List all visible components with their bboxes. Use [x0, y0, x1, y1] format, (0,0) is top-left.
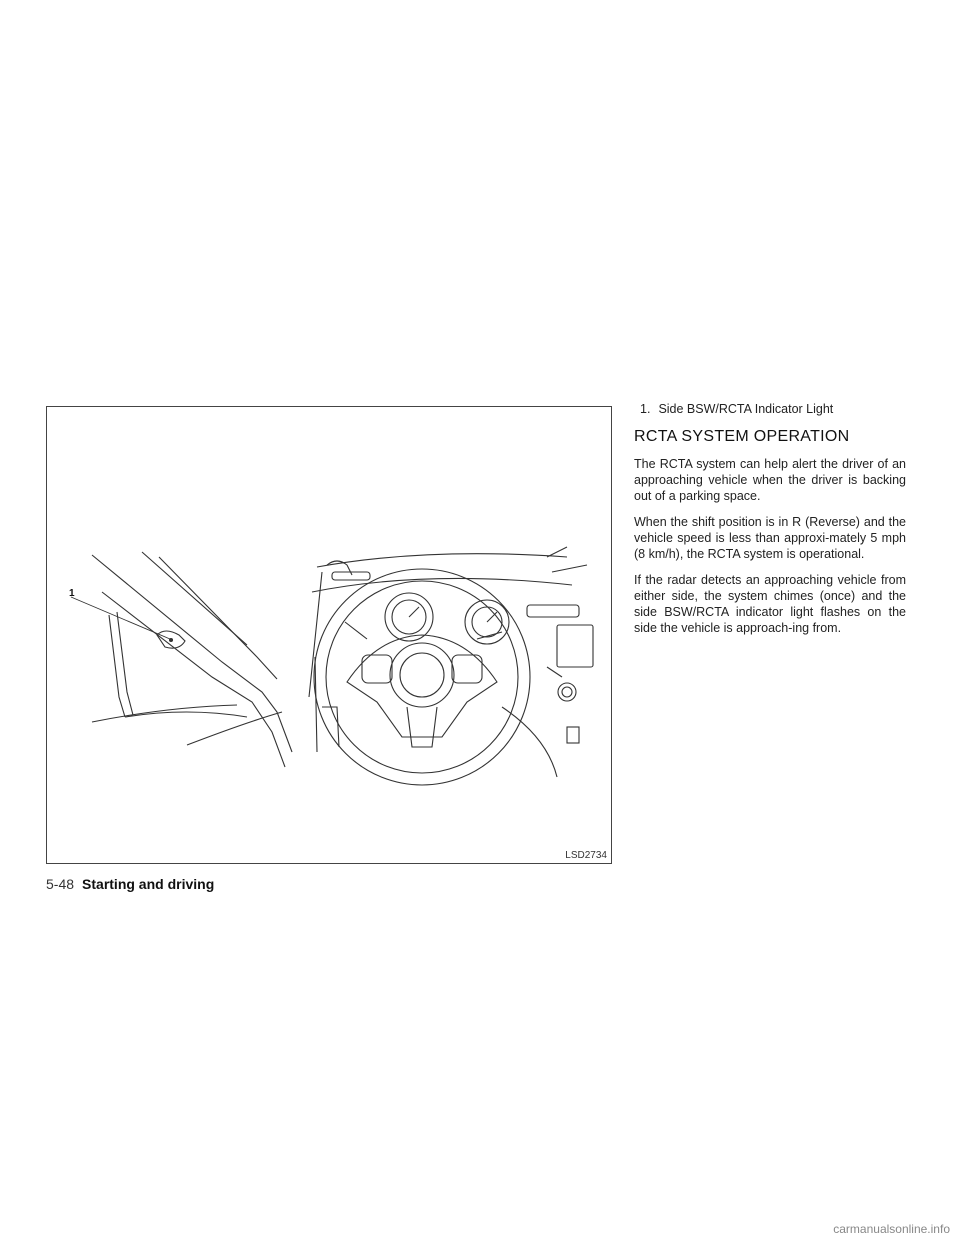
figure-id: LSD2734: [565, 850, 607, 861]
footer-section-name: Starting and driving: [82, 876, 215, 892]
legend-text: Side BSW/RCTA Indicator Light: [658, 402, 834, 416]
paragraph-1: The RCTA system can help alert the driver of an approaching vehicle when the driver is backing out of a parking space.: [634, 457, 906, 503]
watermark-link[interactable]: carmanualsonline.info: [833, 1222, 950, 1236]
paragraph-2: When the shift position is in R (Reverse) and the vehicle speed is less than approxi-mately 5 mph (8 km/h), the RCTA system is operational.: [634, 515, 906, 561]
a-pillar-drawing: [71, 552, 292, 767]
callout-leader-line: [71, 597, 170, 639]
page-number: 5-48: [46, 876, 75, 892]
steering-wheel-drawing: [309, 547, 593, 785]
section-title: RCTA SYSTEM OPERATION: [634, 428, 850, 445]
legend-number: 1.: [640, 402, 651, 416]
page-footer: [46, 876, 214, 892]
illustration-figure: [46, 406, 612, 864]
callout-number-1: 1: [69, 588, 75, 599]
dashboard-line-drawing: [47, 407, 611, 863]
paragraph-3: If the radar detects an approaching vehicle from either side, the system chimes (once) and the side BSW/RCTA indicator light flashes on the side the vehicle is approach-ing from.: [634, 573, 906, 635]
figure-legend-item: [634, 402, 906, 416]
text-column: [634, 402, 906, 646]
